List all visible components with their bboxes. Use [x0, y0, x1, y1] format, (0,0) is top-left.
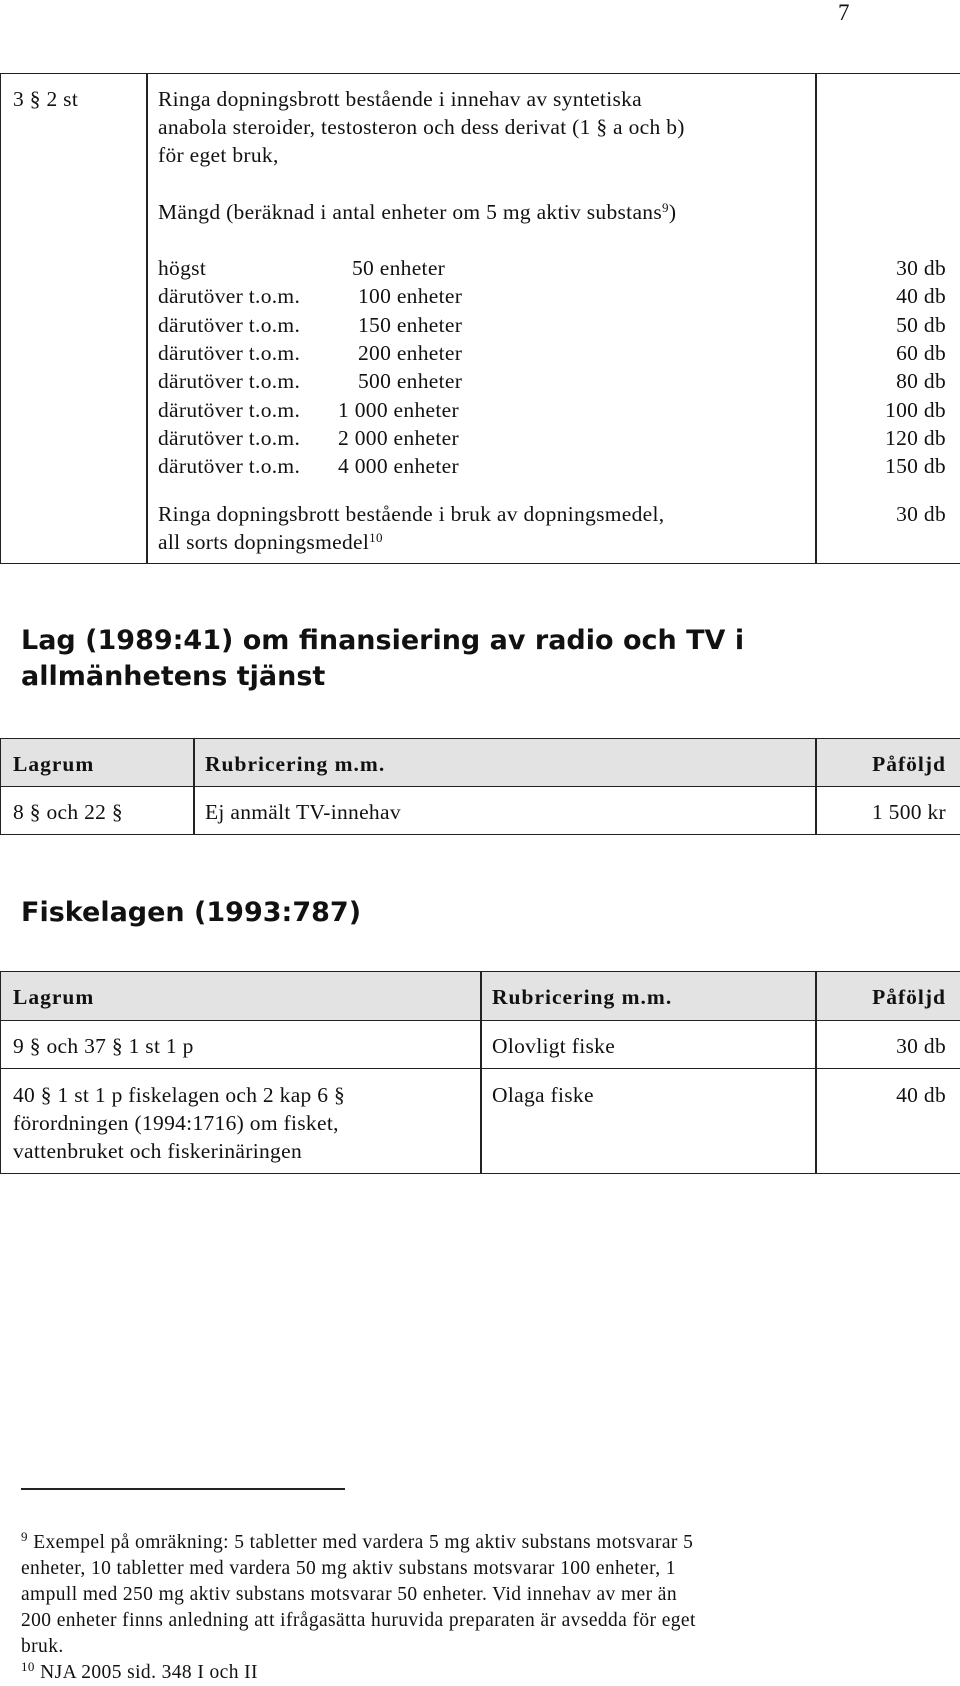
quantity-label: därutöver t.o.m. [158, 312, 301, 337]
footnote-separator [21, 1488, 345, 1490]
column-divider [146, 73, 148, 564]
column-divider [815, 738, 817, 835]
quantity-penalty: 150 db [885, 454, 946, 479]
usage-line: Ringa dopningsbrott bestående i bruk av dopningsmedel, [158, 502, 665, 526]
quantity-penalty: 30 db [896, 256, 946, 280]
quantity-penalty: 50 db [896, 312, 946, 337]
footnote-ref: 9 [662, 200, 669, 215]
header-pafoljd: Påföljd [872, 985, 946, 1009]
header-rubricering: Rubricering m.m. [492, 985, 673, 1009]
footnote-9-line: enheter, 10 tabletter med vardera 50 mg aktiv substans motsvarar 100 enheter, 1 [21, 1558, 676, 1579]
column-divider [193, 738, 195, 835]
quantity-amount: 2 000 enheter [338, 425, 459, 450]
column-divider [815, 73, 817, 564]
quantity-label: högst [158, 256, 207, 280]
footnote-9-line: ampull med 250 mg aktiv substans motsvarar 50 enheter. Vid innehav av mer än [21, 1584, 677, 1605]
cell-rubricering: Olaga fiske [492, 1083, 594, 1107]
footnote-9-line: $^9$ Exempel på omräkning: 5 tabletter med vardera 5 mg aktiv substans motsvarar 5 [21, 1529, 694, 1553]
cell-lagrum: 9 § och 37 § 1 st 1 p [13, 1034, 194, 1058]
cell-pafoljd: 30 db [896, 1034, 946, 1058]
page-number: 7 [838, 0, 850, 25]
description-line: anabola steroider, testosteron och dess derivat (1 § a och b) [158, 115, 685, 139]
footnote-9-line: 200 enheter finns anledning att ifrågasätta huruvida preparaten är avsedda för eget [21, 1610, 696, 1631]
quantity-label: därutöver t.o.m. [158, 369, 301, 394]
lagrum-cell: 3 § 2 st [13, 87, 79, 111]
quantity-penalty: 60 db [896, 340, 946, 365]
cell-lagrum: förordningen (1994:1716) om fisket, [13, 1111, 339, 1135]
quantity-amount: 200 enheter [358, 340, 463, 365]
section-heading: Fiskelagen (1993:787) [21, 897, 362, 928]
cell-rubricering: Olovligt fiske [492, 1034, 616, 1058]
quantity-amount: 50 enheter [352, 256, 446, 280]
quantity-amount: 4 000 enheter [338, 454, 459, 479]
footnote-ref: 10 [369, 530, 383, 545]
section-heading: Lag (1989:41) om finansiering av radio och TV i [21, 625, 745, 656]
quantity-label: därutöver t.o.m. [158, 454, 301, 479]
usage-penalty: 30 db [896, 502, 946, 526]
footnote-number: 10 [21, 1659, 35, 1674]
quantity-amount: 100 enheter [358, 284, 463, 309]
quantity-label: därutöver t.o.m. [158, 425, 301, 450]
column-divider [815, 971, 817, 1174]
description-line: för eget bruk, [158, 143, 279, 167]
header-lagrum: Lagrum [13, 752, 95, 776]
cell-lagrum: 8 § och 22 § [13, 800, 123, 824]
footnote-10-line: $^{10}$ NJA 2005 sid. 348 I och II [21, 1659, 258, 1683]
description-line: Ringa dopningsbrott bestående i innehav av syntetiska [158, 87, 643, 111]
quantity-penalty: 100 db [885, 397, 946, 422]
footnote-9-line: bruk. [21, 1636, 64, 1657]
cell-pafoljd: 1 500 kr [871, 800, 946, 824]
cell-lagrum: 40 § 1 st 1 p fiskelagen och 2 kap 6 § [13, 1083, 346, 1107]
cell-lagrum: vattenbruket och fiskerinäringen [13, 1139, 302, 1163]
quantity-penalty: 120 db [885, 425, 946, 450]
header-pafoljd: Påföljd [872, 752, 946, 776]
quantity-amount: 1 000 enheter [338, 397, 459, 422]
quantity-label: därutöver t.o.m. [158, 340, 301, 365]
quantity-label: därutöver t.o.m. [158, 397, 301, 422]
footnote-number: 9 [21, 1529, 28, 1544]
header-lagrum: Lagrum [13, 985, 95, 1009]
column-divider [480, 971, 482, 1174]
quantity-label: därutöver t.o.m. [158, 284, 301, 309]
cell-rubricering: Ej anmält TV-innehav [205, 800, 401, 824]
section-heading: allmänhetens tjänst [21, 661, 326, 692]
usage-line: all sorts dopningsmedel$^{10}$ [158, 530, 383, 554]
quantity-intro: Mängd (beräknad i antal enheter om 5 mg aktiv substans$^9$) [158, 200, 677, 224]
quantity-penalty: 40 db [896, 284, 946, 309]
quantity-amount: 150 enheter [358, 312, 463, 337]
cell-pafoljd: 40 db [896, 1083, 946, 1107]
quantity-penalty: 80 db [896, 369, 946, 394]
quantity-amount: 500 enheter [358, 369, 463, 394]
header-rubricering: Rubricering m.m. [205, 752, 386, 776]
